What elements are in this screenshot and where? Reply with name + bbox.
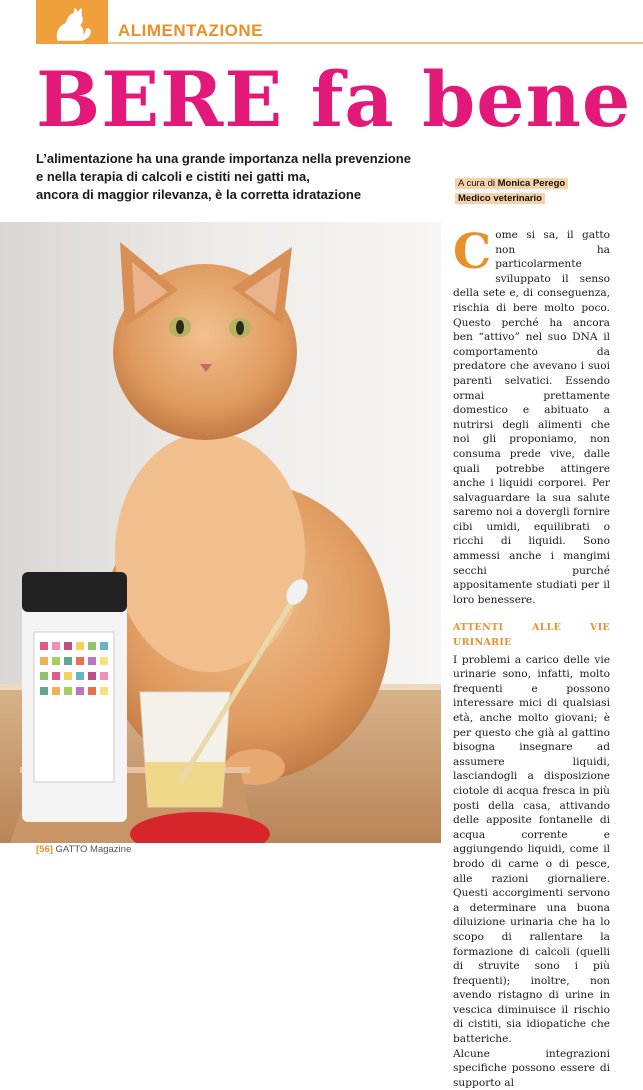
- author-role: Medico veterinario: [455, 193, 545, 204]
- paragraph-text: ome si sa, il gatto non ha particolarmente sviluppato il senso della sete e, di conseguenza, rischia di bere molto poco. Questo perché ha ancora ben “attivo” nel suo DNA il comportamento da predatore che avevano i suoi parenti selvatici. Essendo ormai prettamente domestico e abituato a nutrirsi degli alimenti che noi gli proponiamo, non consuma prede vive, dalle quali potrebbe attingere anche i liquidi corporei. Per salvaguardare la sua salute saremo noi a dovergli fornire cibi umidi, equilibrati o ricchi di liquidi. Sono ammessi anche i mangimi secchi purché appositamente studiati per il loro benessere.: [453, 229, 610, 606]
- page-footer: [36, 844, 131, 855]
- section-tab: [36, 0, 108, 44]
- lead-paragraph: [36, 150, 436, 204]
- drop-cap: C: [453, 224, 492, 280]
- credit-prefix: A cura di: [458, 178, 495, 189]
- author-credit: [455, 176, 568, 206]
- article-paragraph: Alcune integrazioni specifiche possono essere di supporto al: [453, 1047, 610, 1089]
- magazine-name: GATTO Magazine: [55, 844, 132, 855]
- section-label: ALIMENTAZIONE: [118, 21, 264, 40]
- cat-silhouette-icon: [50, 6, 94, 42]
- article-paragraph: [453, 224, 610, 607]
- lead-line: e nella terapia di calcoli e cistiti nei gatti ma,: [36, 169, 310, 184]
- subheading: ATTENTI ALLE VIE URINARIE: [453, 622, 610, 649]
- author-name: Monica Perego: [497, 178, 566, 189]
- section-rule: [108, 42, 643, 44]
- page-title: BERE fa bene: [36, 55, 632, 144]
- lead-line: ancora di maggior rilevanza, è la corretta idratazione: [36, 187, 362, 202]
- lead-line: L’alimentazione ha una grande importanza nella prevenzione: [36, 151, 411, 166]
- article-body: [453, 224, 610, 1090]
- section-header: [0, 0, 643, 44]
- page-number: [56]: [36, 844, 53, 855]
- cat-photo: [0, 222, 441, 843]
- article-paragraph: I problemi a carico delle vie urinarie sono, infatti, molto frequenti e possono interessare mici di qualsiasi età, anche molto giovani; è per questo che già al gattino bisogna insegnare ad assumere liquidi, lasciandogli a disposizione ciotole di acqua fresca in più posti della casa, attivando delle apposite fontanelle di acqua corrente e aggiungendo liquidi, come il brodo di carne o di pesce, alle razioni giornaliere. Questi accorgimenti servono a determinare una buona diluizione urinaria che ha lo scopo di rallentare la formazione di calcoli (quelli di struvite sono i più frequenti); inoltre, non avendo ristagno di urine in vescica diminuisce il rischio di cistiti, sia idiopatiche che batteriche.: [453, 653, 610, 1046]
